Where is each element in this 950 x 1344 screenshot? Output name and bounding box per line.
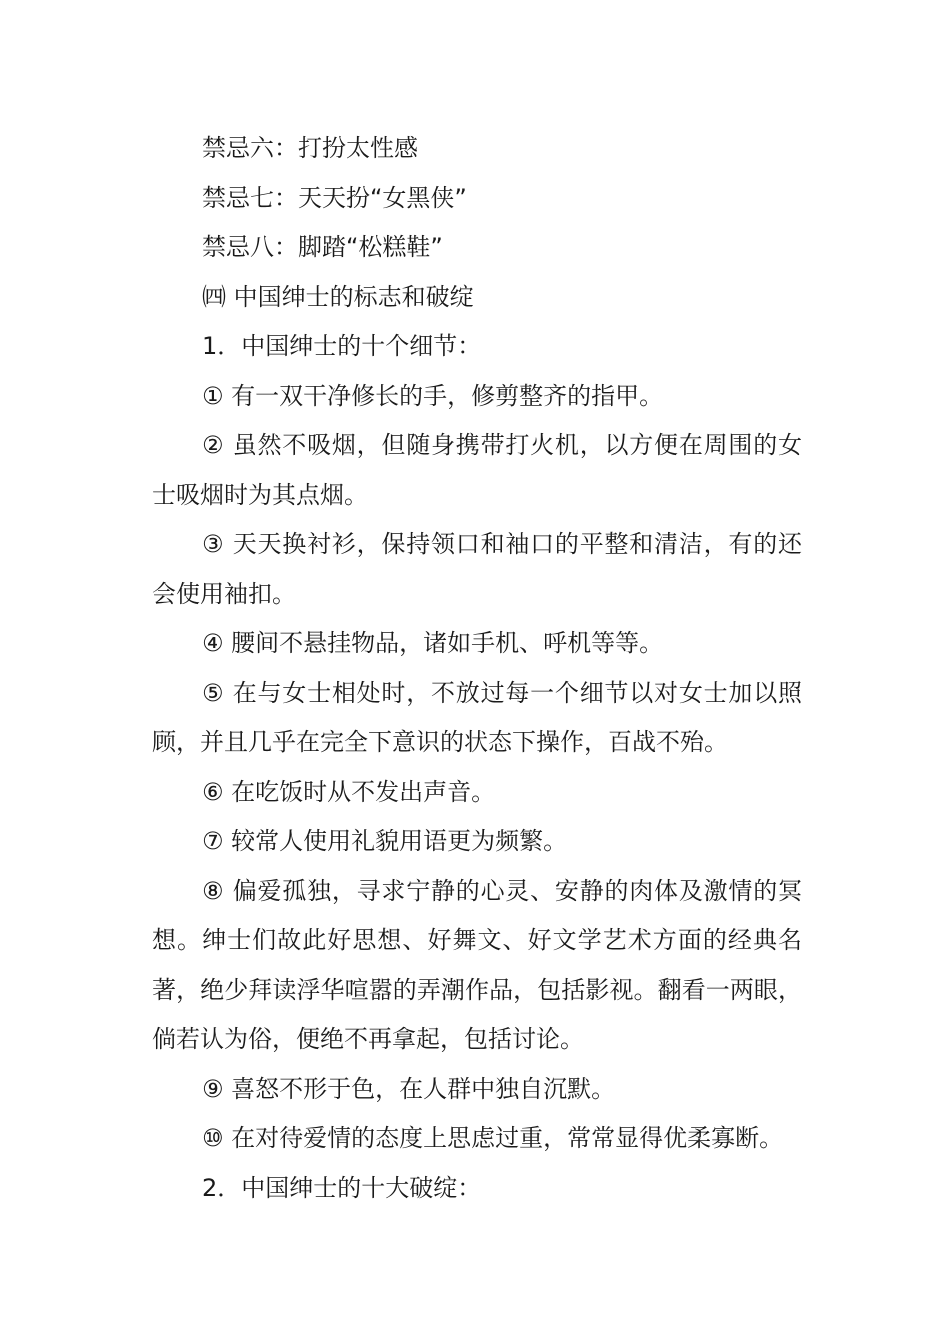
paragraph-taboo-six: 禁忌六：打扮太性感	[202, 134, 418, 162]
list-item-detail-6: ⑥ 在吃饭时从不发出声音。	[202, 777, 496, 806]
section-heading-gentleman: ㈣ 中国绅士的标志和破绽	[202, 282, 474, 311]
list-item-detail-4: ④ 腰间不悬挂物品，诸如手机、呼机等等。	[202, 629, 664, 657]
paragraph-taboo-eight: 禁忌八：脚踏“松糕鞋”	[202, 233, 443, 261]
subheading-ten-details: 1．中国绅士的十个细节：	[202, 332, 482, 360]
list-item-detail-9: ⑨ 喜怒不形于色，在人群中独自沉默。	[202, 1074, 616, 1103]
document-body	[152, 124, 802, 1213]
list-item-detail-3: ③ 天天换衬衫，保持领口和袖口的平整和清洁，有的还会使用袖扣。	[152, 530, 802, 608]
list-item-detail-10: ⑩ 在对待爱情的态度上思虑过重，常常显得优柔寡断。	[202, 1124, 784, 1152]
list-item-detail-8: ⑧ 偏爱孤独，寻求宁静的心灵、安静的肉体及激情的冥想。绅士们故此好思想、好舞文、好文学艺术方面的经典名著，绝少拜读浮华喧嚣的弄潮作品，包括影视。翻看一两眼，倘若认为俗，便绝不再拿起，包括讨论。	[152, 876, 802, 1053]
subheading-ten-flaws: 2．中国绅士的十大破绽：	[202, 1173, 482, 1202]
list-item-detail-1: ① 有一双干净修长的手，修剪整齐的指甲。	[202, 381, 664, 410]
list-item-detail-7: ⑦ 较常人使用礼貌用语更为频繁。	[202, 827, 568, 855]
paragraph-taboo-seven: 禁忌七：天天扮“女黑侠”	[202, 183, 467, 212]
list-item-detail-5: ⑤ 在与女士相处时，不放过每一个细节以对女士加以照顾，并且几乎在完全下意识的状态下操作，百战不殆。	[152, 678, 802, 756]
list-item-detail-2: ② 虽然不吸烟，但随身携带打火机，以方便在周围的女士吸烟时为其点烟。	[152, 431, 802, 509]
